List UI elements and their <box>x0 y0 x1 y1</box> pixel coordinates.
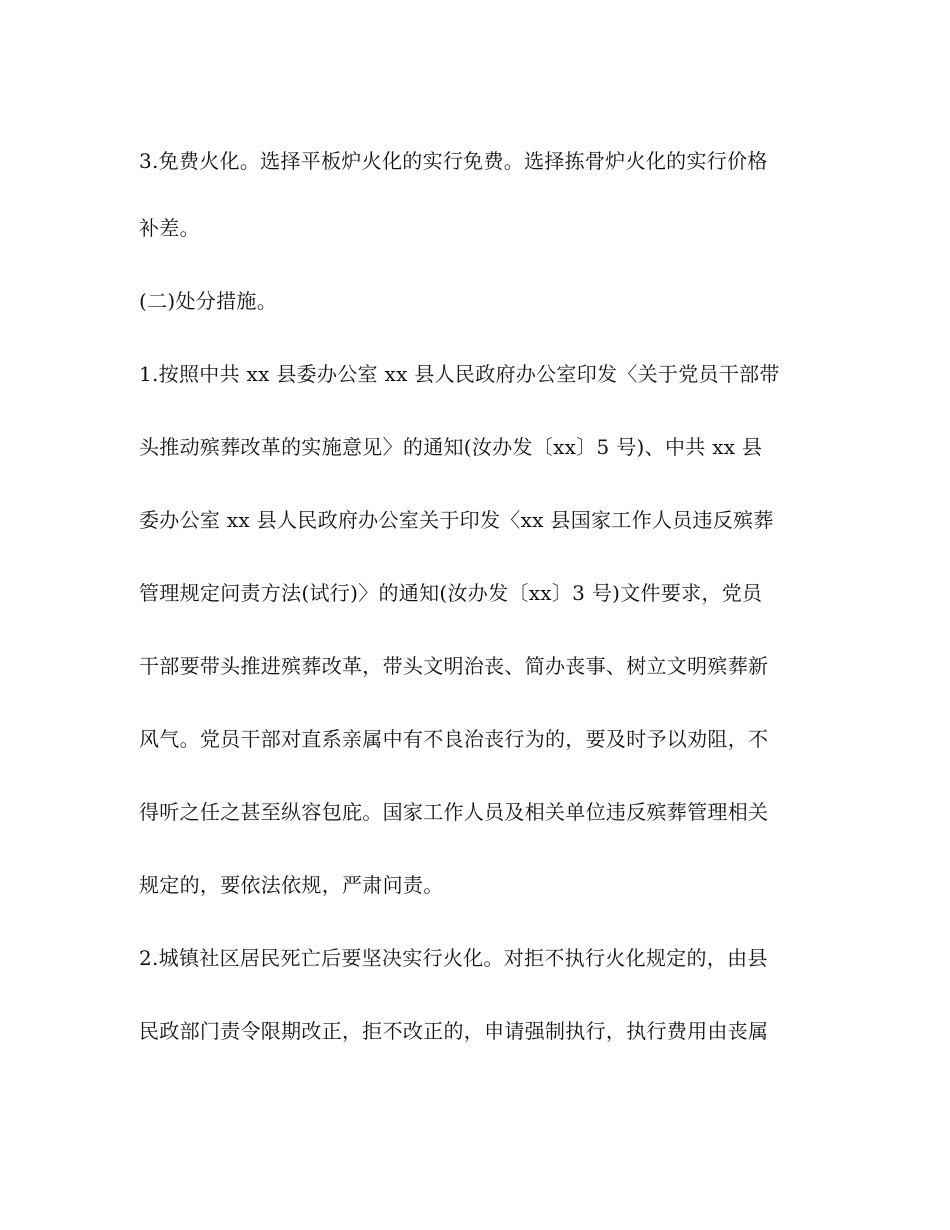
text-line: 得听之任之甚至纵容包庇。国家工作人员及相关单位违反殡葬管理相关 <box>139 800 769 824</box>
text-line: 委办公室 xx 县人民政府办公室关于印发〈xx 县国家工作人员违反殡葬 <box>139 508 774 532</box>
text-line: 头推动殡葬改革的实施意见〉的通知(汝办发〔xx〕5 号)、中共 xx 县 <box>139 435 763 459</box>
text-line: 干部要带头推进殡葬改革，带头文明治丧、简办丧事、树立文明殡葬新 <box>139 654 769 678</box>
text-line: 民政部门责令限期改正，拒不改正的，申请强制执行，执行费用由丧属 <box>139 1019 769 1043</box>
text-line: 补差。 <box>139 216 200 240</box>
text-line: 2.城镇社区居民死亡后要坚决实行火化。对拒不执行火化规定的，由县 <box>139 946 768 970</box>
text-line: 1.按照中共 xx 县委办公室 xx 县人民政府办公室印发〈关于党员干部带 <box>139 362 780 386</box>
text-line: 3.免费火化。选择平板炉火化的实行免费。选择拣骨炉火化的实行价格 <box>139 149 768 173</box>
text-line: 管理规定问责方法(试行)〉的通知(汝办发〔xx〕3 号)文件要求，党员 <box>139 581 763 605</box>
text-line: 风气。党员干部对直系亲属中有不良治丧行为的，要及时予以劝阻，不 <box>139 727 769 751</box>
text-line: 规定的，要依法依规，严肃问责。 <box>139 873 444 897</box>
section-heading: (二)处分措施。 <box>139 289 278 313</box>
